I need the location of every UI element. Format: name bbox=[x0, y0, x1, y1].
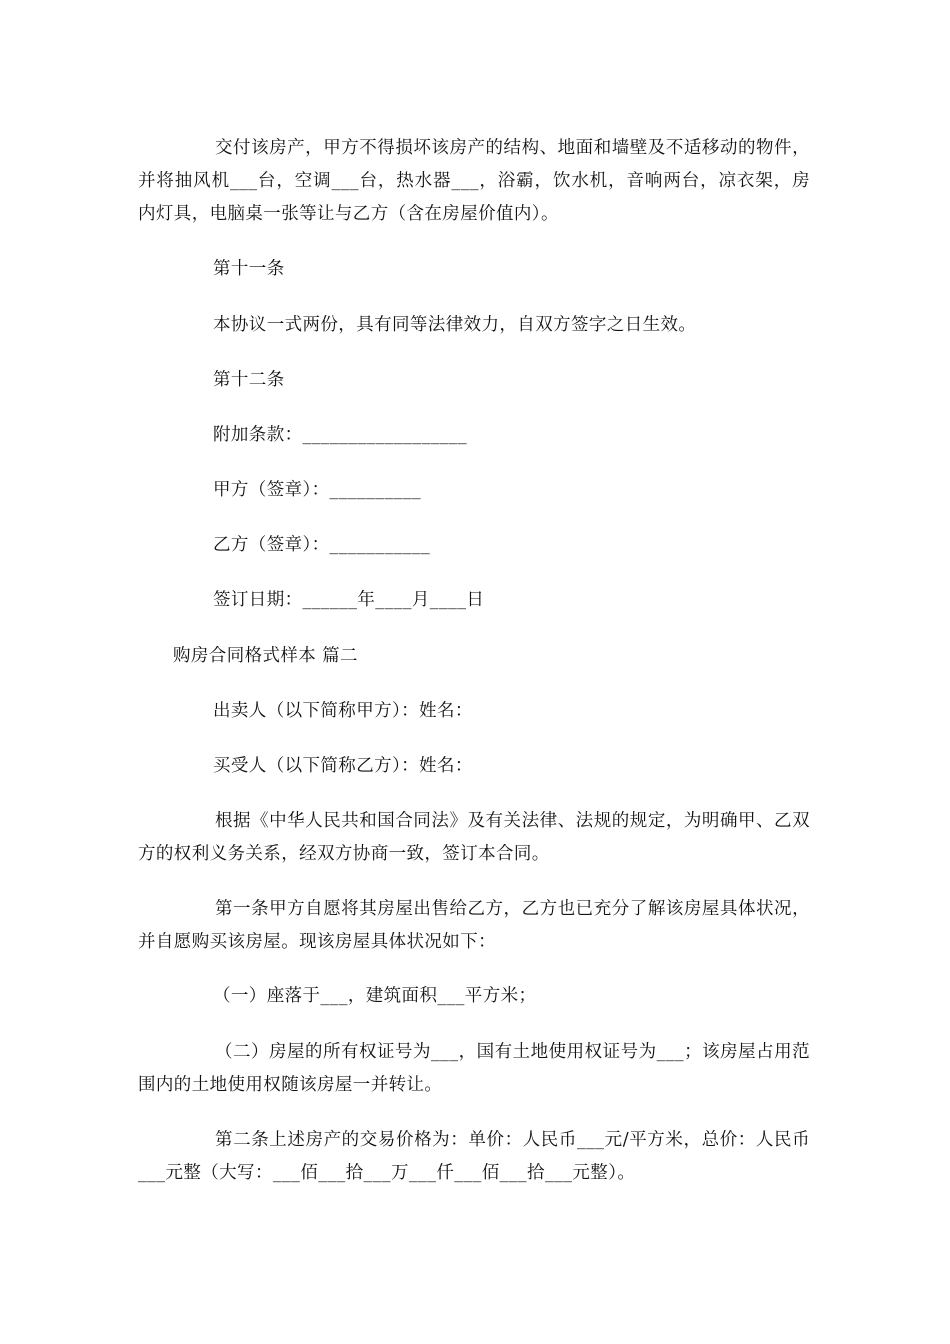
item-1-location: （一）座落于___，建筑面积___平方米； bbox=[213, 986, 537, 1006]
party-a-signature: 甲方（签章）：__________ bbox=[213, 480, 422, 500]
party-b-signature: 乙方（签章）：___________ bbox=[213, 535, 431, 555]
paragraph-handover: 交付该房产，甲方不得损坏该房产的结构、地面和墙壁及不适移动的物件，并将抽风机___台，空调___台，热水器___，浴霸，饮水机，音响两台，凉衣架，房内灯具，电脑桌一张等让与乙方（含在房屋价值内）。 bbox=[138, 138, 810, 224]
signing-date: 签订日期：______年____月____日 bbox=[213, 590, 485, 610]
section-2-title: 购房合同格式样本 篇二 bbox=[173, 646, 358, 666]
article-12-title: 第十二条 bbox=[213, 370, 285, 390]
article-2-price: 第二条上述房产的交易价格为：单价：人民币___元/平方米，总价：人民币___元整（大写：___佰___拾___万___仟___佰___拾___元整）。 bbox=[138, 1130, 810, 1183]
supplementary-clause: 附加条款：__________________ bbox=[213, 425, 468, 445]
item-2-certificate: （二）房屋的所有权证号为___，国有土地使用权证号为___；该房屋占用范围内的土地使用权随该房屋一并转让。 bbox=[138, 1042, 810, 1095]
seller-line: 出卖人（以下简称甲方）：姓名： bbox=[213, 701, 473, 721]
article-1-paragraph: 第一条甲方自愿将其房屋出售给乙方，乙方也已充分了解该房屋具体状况，并自愿购买该房屋。现该房屋具体状况如下： bbox=[138, 899, 810, 952]
preamble-paragraph: 根据《中华人民共和国合同法》及有关法律、法规的规定，为明确甲、乙双方的权利义务关系，经双方协商一致，签订本合同。 bbox=[138, 811, 810, 864]
buyer-line: 买受人（以下简称乙方）：姓名： bbox=[213, 756, 473, 776]
article-11-title: 第十一条 bbox=[213, 259, 285, 279]
article-11-text: 本协议一式两份，具有同等法律效力，自双方签字之日生效。 bbox=[213, 315, 697, 335]
